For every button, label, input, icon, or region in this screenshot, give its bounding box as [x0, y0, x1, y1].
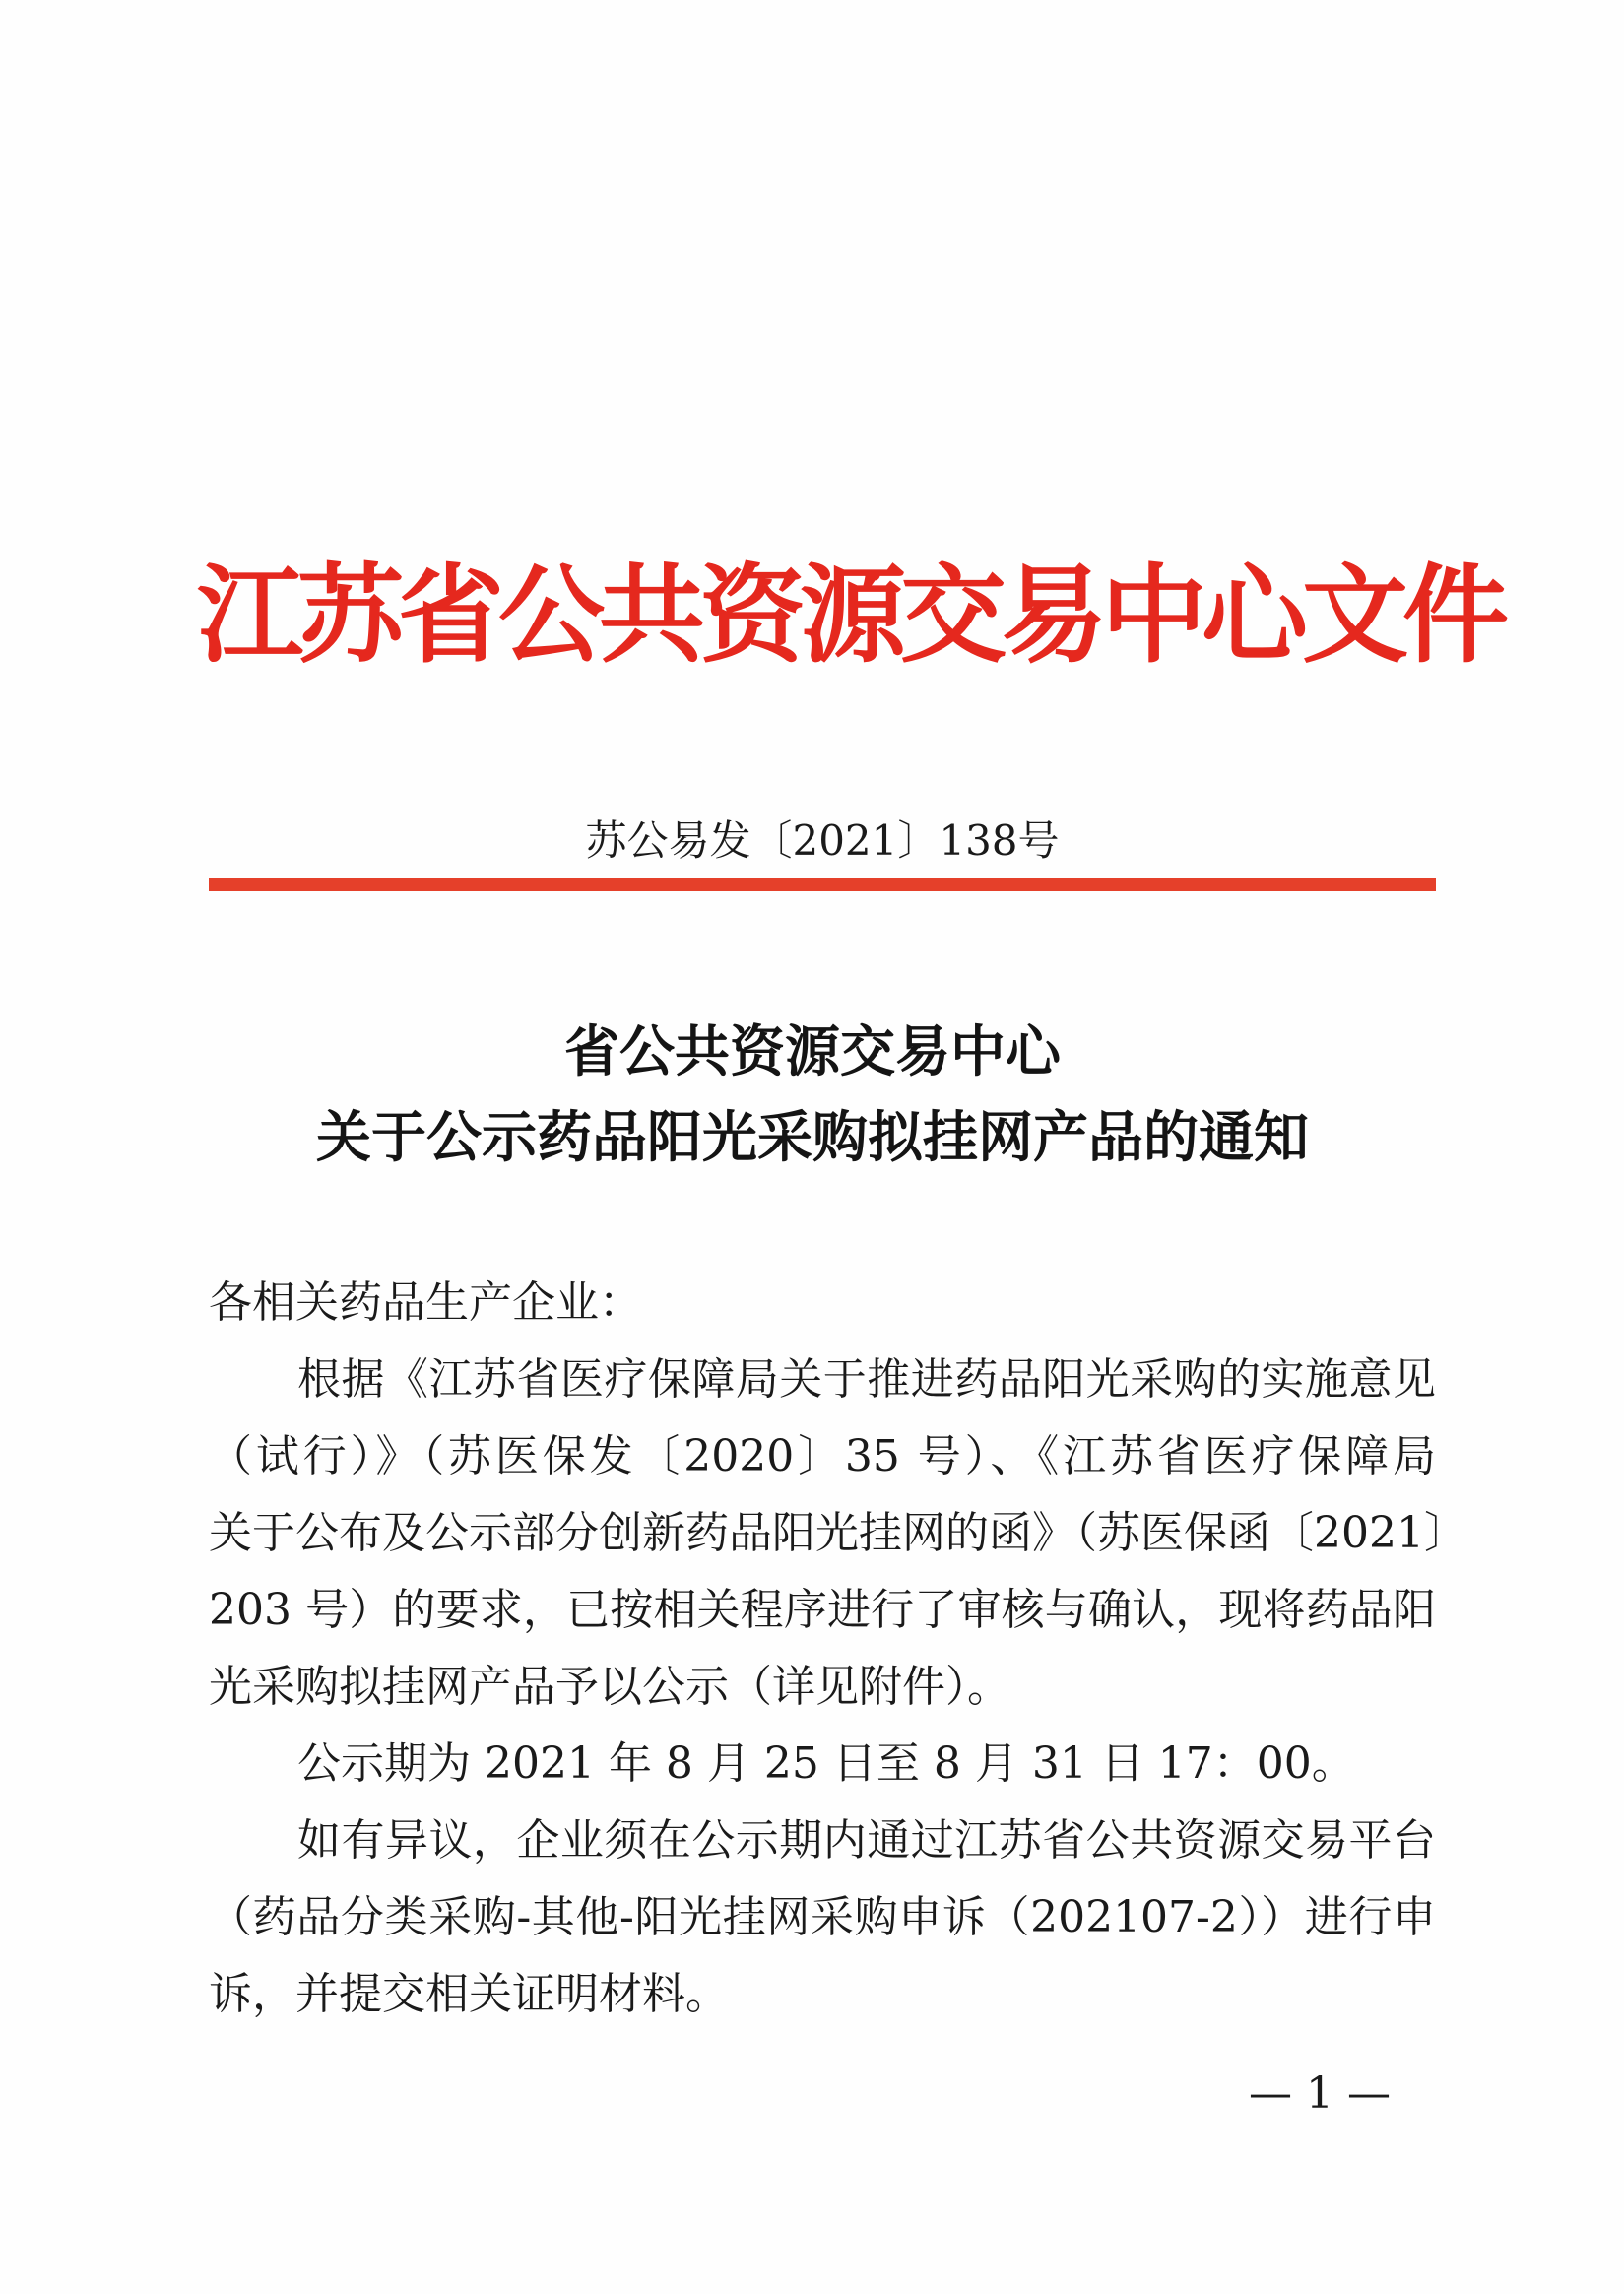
salutation: 各相关药品生产企业：: [209, 1278, 642, 1328]
notice-title-line-2: 关于公示药品阳光采购拟挂网产品的通知: [316, 1105, 1309, 1170]
body-line-9: 诉，并提交相关证明材料。: [209, 1969, 729, 2019]
body-line-2: （试行）》（苏医保发〔2020〕35 号）、《江苏省医疗保障局: [209, 1431, 1436, 1481]
red-divider-line: [209, 878, 1436, 891]
body-line-5: 光采购拟挂网产品予以公示（详见附件）。: [209, 1662, 1010, 1712]
body-line-6: 公示期为 2021 年 8 月 25 日至 8 月 31 日 17：00。: [297, 1738, 1355, 1789]
masthead-title: 江苏省公共资源交易中心文件: [197, 554, 1504, 678]
body-line-1: 根据《江苏省医疗保障局关于推进药品阳光采购的实施意见: [297, 1354, 1436, 1405]
body-line-7: 如有异议，企业须在公示期内通过江苏省公共资源交易平台: [297, 1815, 1436, 1866]
body-line-8: （药品分类采购-其他-阳光挂网采购申诉（202107-2））进行申: [209, 1892, 1436, 1942]
page-number: — 1 —: [1249, 2068, 1391, 2119]
notice-title-line-1: 省公共资源交易中心: [564, 1019, 1061, 1084]
body-line-3: 关于公布及公示部分创新药品阳光挂网的函》（苏医保函〔2021〕: [209, 1508, 1467, 1558]
document-number: 苏公易发〔2021〕138号: [585, 817, 1060, 865]
body-line-4: 203 号）的要求，已按相关程序进行了审核与确认，现将药品阳: [209, 1585, 1436, 1635]
